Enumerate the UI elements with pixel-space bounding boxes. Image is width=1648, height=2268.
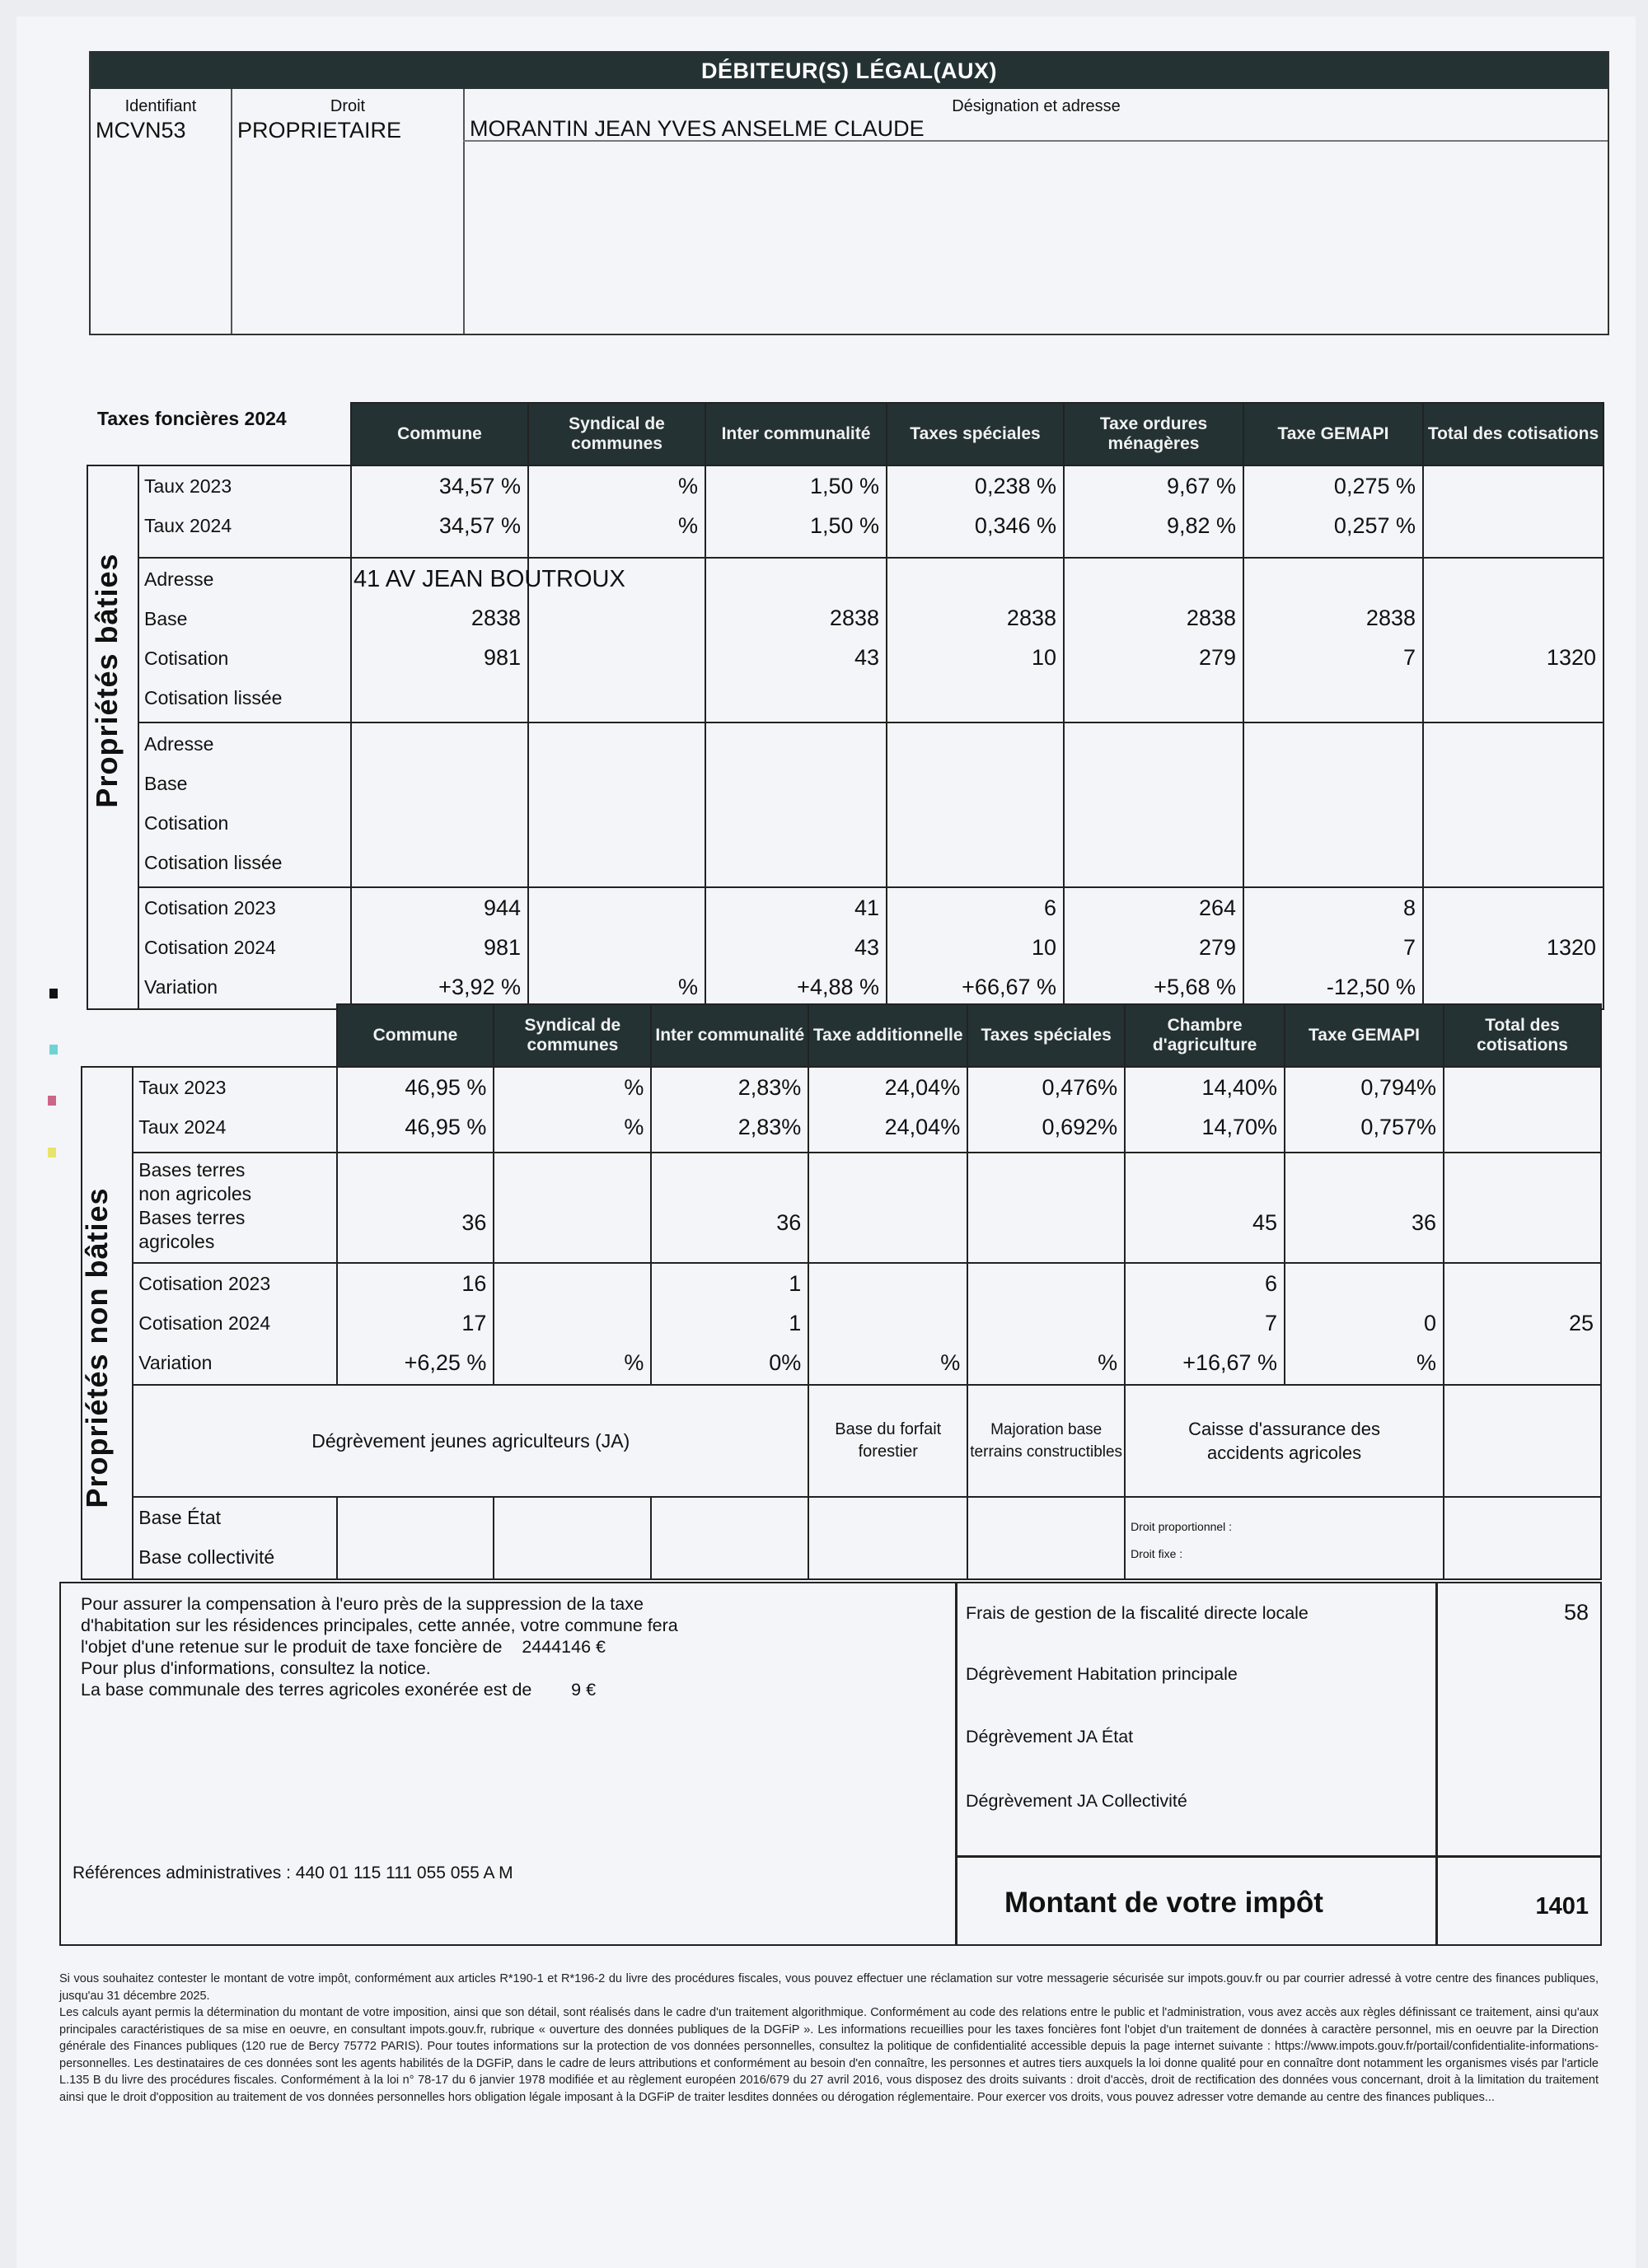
base-collectivite-label: Base collectivité: [138, 1546, 275, 1568]
caisse-header: Caisse d'assurance des accidents agricoles: [1125, 1385, 1444, 1497]
retenue-amount: 2444146 €: [522, 1637, 606, 1657]
col-header: Taxe GEMAPI: [1285, 1004, 1444, 1067]
summary-value: 0%: [769, 1350, 802, 1375]
rate-label: Taux 2023: [144, 475, 232, 497]
non-baties-extra-header-row: [82, 1385, 1601, 1497]
summary-value: 981: [483, 935, 521, 960]
cotisation-value: [529, 638, 698, 677]
total-value: 1401: [1535, 1893, 1589, 1920]
rate-value: 2,83%: [737, 1115, 802, 1139]
compensation-line: Pour plus d'informations, consultez la notice.: [81, 1658, 431, 1678]
non-baties-table: [81, 1003, 1602, 1580]
base-agricole-value: [967, 1153, 1125, 1263]
designation-header: Désignation et adresse: [952, 97, 1121, 115]
summary-value: 7: [1265, 1311, 1278, 1335]
base-etat-label: Base État: [138, 1507, 222, 1528]
base-agricole-value: [494, 1153, 651, 1263]
droit-header: Droit: [330, 97, 366, 115]
col-header: Taxe GEMAPI: [1243, 403, 1423, 465]
cotisation-value: 981: [483, 645, 521, 670]
summary-label: Cotisation 2023: [138, 1273, 271, 1294]
summary-value: 0: [1423, 1311, 1436, 1335]
base-agricole-value: 36: [337, 1153, 494, 1263]
rate-labels: [138, 465, 351, 558]
non-baties-side-label: Propriétés non bâties: [80, 1187, 114, 1508]
rate-value: 0,757%: [1360, 1115, 1436, 1139]
divider: [1435, 1583, 1438, 1944]
col-header: Commune: [337, 1004, 494, 1067]
compensation-line: La base communale des terres agricoles exonérée est de: [81, 1680, 532, 1700]
property-label: Cotisation lissée: [144, 852, 283, 873]
ja-header: Dégrèvement jeunes agriculteurs (JA): [133, 1385, 808, 1497]
col-header: Taxes spéciales: [967, 1004, 1125, 1067]
identifiant-header: Identifiant: [124, 97, 197, 115]
base-value: 2838: [829, 606, 879, 630]
base-agricole-value: 45: [1125, 1153, 1285, 1263]
rate-value: 46,95 %: [405, 1115, 487, 1139]
base-agricole-value: [808, 1153, 967, 1263]
base-agricole-value: 36: [651, 1153, 808, 1263]
summary-value: +4,88 %: [797, 975, 879, 999]
col-header: Total des cotisations: [1444, 1004, 1601, 1067]
rate-value: 0,275 %: [1333, 474, 1416, 498]
non-baties-side-cell: [82, 1067, 133, 1579]
rate-value: 0,257 %: [1333, 513, 1416, 538]
summary-value: [529, 928, 698, 967]
summary-value: +66,67 %: [962, 975, 1056, 999]
forfait-forestier-header: Base du forfait forestier: [808, 1385, 967, 1497]
summary-value: 944: [483, 896, 521, 920]
rate-value: 1,50 %: [809, 513, 879, 538]
base-value: 2838: [471, 606, 521, 630]
bases-non-agricoles-label: Bases terres non agricoles: [138, 1159, 252, 1204]
summary-value: +3,92 %: [438, 975, 521, 999]
col-header: Taxe additionnelle: [808, 1004, 967, 1067]
total-summary-value: 25: [1568, 1311, 1594, 1335]
summary-value: +16,67 %: [1182, 1350, 1278, 1375]
property-label: Base: [144, 608, 188, 629]
summary-value: 6: [1043, 896, 1056, 920]
debiteurs-section: [89, 51, 1609, 335]
rate-value: 34,57 %: [438, 474, 521, 498]
droit-value: PROPRIETAIRE: [237, 118, 402, 143]
baties-rates-row: [87, 465, 1604, 558]
droit-proportionnel-label: Droit proportionnel :: [1131, 1520, 1233, 1533]
summary-value: 43: [854, 935, 879, 960]
property-labels: [138, 722, 351, 887]
fee-value: 58: [1563, 1600, 1589, 1625]
summary-labels: [138, 887, 351, 1009]
summary-value: 1: [789, 1311, 802, 1335]
property-address: 41 AV JEAN BOUTROUX: [353, 566, 625, 592]
summary-value: [809, 1264, 960, 1303]
baties-table-title: Taxes foncières 2024: [97, 408, 287, 429]
non-baties-summary-row: [82, 1263, 1601, 1385]
non-baties-rates-row: [82, 1067, 1601, 1153]
non-baties-base-row: [82, 1497, 1601, 1579]
rate-value: %: [624, 1075, 644, 1100]
registration-mark-yellow: [48, 1148, 56, 1157]
rate-value: 24,04%: [884, 1115, 961, 1139]
property-labels: [138, 558, 351, 722]
rate-value: 14,40%: [1201, 1075, 1278, 1100]
summary-value: %: [624, 1350, 644, 1375]
baties-property2-row: [87, 722, 1604, 887]
identifiant-value: MCVN53: [96, 118, 186, 143]
divider: [463, 140, 1608, 142]
summary-block: [59, 1582, 1602, 1946]
non-baties-bases-row: [82, 1153, 1601, 1263]
summary-label: Cotisation 2024: [144, 937, 276, 958]
rate-value: %: [624, 1115, 644, 1139]
property-label: Cotisation: [144, 648, 229, 669]
summary-value: [494, 1264, 644, 1303]
summary-value: +5,68 %: [1154, 975, 1236, 999]
col-header: Commune: [351, 403, 528, 465]
col-header: Inter communalité: [705, 403, 887, 465]
summary-value: 279: [1198, 935, 1236, 960]
identifiant-column: [91, 89, 232, 334]
summary-value: %: [1416, 1350, 1436, 1375]
rate-value: %: [677, 513, 698, 538]
rate-value: 0,692%: [1042, 1115, 1118, 1139]
base-value: 2838: [1186, 606, 1236, 630]
property-label: Adresse: [144, 568, 214, 590]
designation-column: [465, 89, 1608, 334]
summary-value: 7: [1402, 935, 1416, 960]
summary-label: Cotisation 2024: [138, 1312, 271, 1334]
majoration-header: Majoration base terrains constructibles: [967, 1385, 1125, 1497]
cotisation-value: 10: [1031, 645, 1056, 670]
fee-label: Dégrèvement JA Collectivité: [966, 1791, 1187, 1811]
compensation-line: d'habitation sur les résidences principales, cette année, votre commune fera: [81, 1616, 678, 1635]
rate-value: %: [677, 474, 698, 498]
base-exoneree-amount: 9 €: [571, 1680, 597, 1700]
property-label: Base: [144, 773, 188, 794]
fee-label: Dégrèvement Habitation principale: [966, 1664, 1238, 1684]
col-header: Syndical de communes: [528, 403, 705, 465]
baties-side-cell: [87, 465, 138, 1009]
rate-value: 1,50 %: [809, 474, 879, 498]
col-header: Taxes spéciales: [887, 403, 1064, 465]
summary-value: 17: [461, 1311, 487, 1335]
rate-value: 46,95 %: [405, 1075, 487, 1100]
compensation-line: l'objet d'une retenue sur le produit de taxe foncière de: [81, 1637, 503, 1657]
rate-value: 34,57 %: [438, 513, 521, 538]
compensation-text: [81, 1593, 678, 1700]
summary-value: 264: [1198, 896, 1236, 920]
rate-value: 24,04%: [884, 1075, 961, 1100]
rate-value: 9,67 %: [1166, 474, 1236, 498]
summary-value: [1285, 1264, 1436, 1303]
rate-value: 14,70%: [1201, 1115, 1278, 1139]
property-label: Cotisation: [144, 812, 229, 834]
total-summary-value: 1320: [1546, 935, 1596, 960]
summary-value: %: [1098, 1350, 1118, 1375]
rate-value: 0,794%: [1360, 1075, 1436, 1100]
summary-label: Variation: [144, 976, 218, 998]
fee-label: Frais de gestion de la fiscalité directe locale: [966, 1603, 1309, 1623]
baties-side-label: Propriétés bâties: [90, 553, 124, 808]
summary-value: 1: [789, 1271, 802, 1296]
property-label: Cotisation lissée: [144, 687, 283, 708]
summary-value: [968, 1264, 1117, 1303]
summary-value: 16: [461, 1271, 487, 1296]
rate-label: Taux 2024: [138, 1116, 227, 1138]
compensation-line: Pour assurer la compensation à l'euro près de la suppression de la taxe: [81, 1594, 644, 1614]
bases-agricoles-label: Bases terres agricoles: [138, 1207, 246, 1252]
baties-table: [87, 402, 1604, 1010]
rate-value: 0,346 %: [974, 513, 1056, 538]
registration-mark-magenta: [48, 1096, 56, 1106]
summary-value: 41: [854, 896, 879, 920]
base-value: 2838: [1006, 606, 1056, 630]
droit-fixe-label: Droit fixe :: [1131, 1547, 1183, 1560]
droit-column: [232, 89, 465, 334]
non-baties-header-row: [82, 1004, 1601, 1067]
total-cotisation-value: 1320: [1546, 645, 1596, 670]
summary-value: -12,50 %: [1326, 975, 1416, 999]
cotisation-value: 279: [1198, 645, 1236, 670]
baties-property-row: [87, 558, 1604, 722]
registration-mark-cyan: [49, 1045, 58, 1055]
divider: [955, 1583, 957, 1944]
summary-label: Cotisation 2023: [144, 897, 276, 919]
baties-header-row: [87, 403, 1604, 465]
rate-value: 0,476%: [1042, 1075, 1118, 1100]
fee-label: Dégrèvement JA État: [966, 1727, 1134, 1747]
legal-notice: [59, 1971, 1599, 2106]
rate-value: 9,82 %: [1166, 513, 1236, 538]
summary-value: 8: [1402, 896, 1416, 920]
col-header: Total des cotisations: [1423, 403, 1604, 465]
col-header: Taxe ordures ménagères: [1064, 403, 1243, 465]
property-label: Adresse: [144, 733, 214, 755]
registration-mark-black: [49, 989, 58, 998]
summary-value: +6,25 %: [404, 1350, 487, 1375]
summary-value: %: [677, 975, 698, 999]
summary-label: Variation: [138, 1352, 213, 1373]
legal-paragraph: Si vous souhaitez contester le montant de votre impôt, conformément aux articles R*190-1 et R*196-2 du livre des procédures fiscales, vous pouvez effectuer une réclamation sur votre messagerie sécurisée sur impots.gouv.fr ou par courrier adressé à votre centre des finances publiques, jusqu'au 31 décembre 2025.: [59, 1972, 1599, 2003]
rate-value: 2,83%: [737, 1075, 802, 1100]
rate-label: Taux 2023: [138, 1077, 227, 1098]
summary-value: %: [940, 1350, 961, 1375]
col-header: Inter communalité: [651, 1004, 808, 1067]
summary-value: [809, 1303, 960, 1343]
col-header: Chambre d'agriculture: [1125, 1004, 1285, 1067]
base-value: 2838: [1365, 606, 1416, 630]
summary-value: [529, 888, 698, 928]
base-value: [529, 598, 698, 638]
divider: [955, 1855, 1602, 1858]
cotisation-value: 7: [1402, 645, 1416, 670]
rate-label: Taux 2024: [144, 515, 232, 536]
summary-value: 10: [1031, 935, 1056, 960]
designation-value: MORANTIN JEAN YVES ANSELME CLAUDE: [470, 116, 925, 141]
baties-summary-row: [87, 887, 1604, 1009]
total-label: Montant de votre impôt: [1004, 1887, 1323, 1919]
summary-value: [968, 1303, 1117, 1343]
legal-paragraph: Les calculs ayant permis la détermination du montant de votre imposition, ainsi que son détail, sont réalisés dans le cadre d'un traitement algorithmique. Conformément au code des relations entre le public et l'administration, vous avez accès aux règles définissant ce traitement, ainsi qu'aux principales caractéristiques de sa mise en oeuvre, en consultant impots.gouv.fr, rubrique « ouverture des données publiques de la DGFiP ». Les informations recueillies pour les taxes foncières font l'objet d'un traitement de données à caractère personnel, mis en oeuvre par la Direction générale des Finances publiques (120 rue de Bercy 75772 PARIS). Pour toutes informations sur la protection de vos données personnelles, consultez la politique de confidentialité accessible depuis la page internet suivante : https://www.impots.gouv.fr/portail/confidentialite-informations-personnelles. Les destinataires de ces données sont les agents habilités de la DGFiP, dans le cadre de leurs attributions et conformément au besoin d'en connaître, les personnes et autres tiers auxquels la loi donne qualité pour en connaître dont notamment les organismes visés par l'article L.135 B du livre des procédures fiscales. Conformément à la loi n° 78-17 du 6 janvier 1978 modifiée et au règlement européen 2016/679 du 27 avril 2016, vous disposez des droits suivants : droit d'accès, droit de rectification des données vous concernant, droit à la limitation du traitement ainsi que le droit d'opposition au traitement de vos données personnelles hors obligation légale imposant à la DGFiP de traiter lesdites données ou dérogation réglementaire. Pour exercer vos droits, vous pouvez adresser votre demande au centre des finances publiques...: [59, 2006, 1599, 2104]
base-agricole-value: 36: [1285, 1153, 1444, 1263]
debiteurs-title: DÉBITEUR(S) LÉGAL(AUX): [91, 51, 1608, 89]
cotisation-value: 43: [854, 645, 879, 670]
summary-value: [494, 1303, 644, 1343]
references-administratives: Références administratives : 440 01 115 111 055 055 A M: [73, 1864, 513, 1882]
col-header: Syndical de communes: [494, 1004, 651, 1067]
summary-value: 6: [1265, 1271, 1278, 1296]
rate-value: 0,238 %: [974, 474, 1056, 498]
